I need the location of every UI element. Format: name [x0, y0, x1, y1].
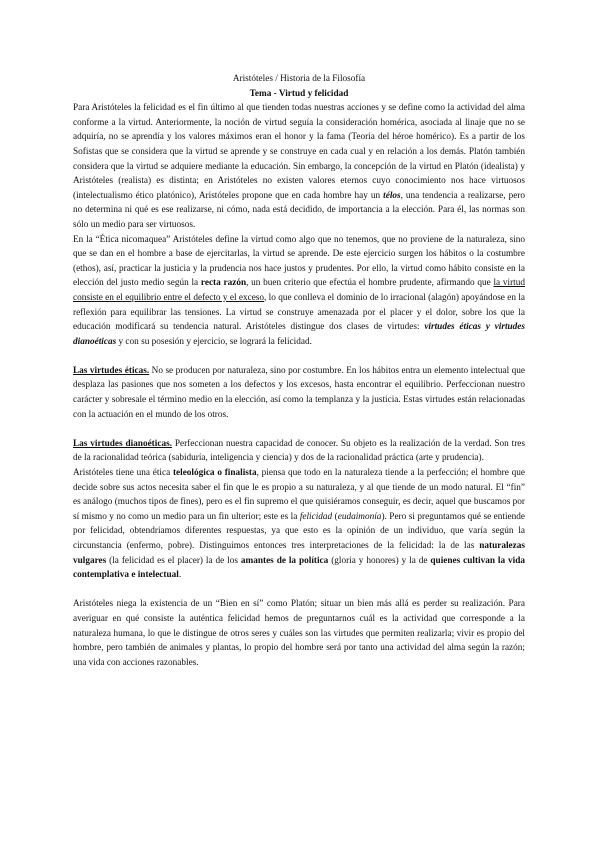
paragraph-bien-en-si: Aristóteles niega la existencia de un “Bien en sí” como Platón; situar un bien más allá es perder su realización. Para averiguar en qué consiste la auténtica felicidad hemos de preguntarnos cuál es la actividad que corresponde a la naturaleza humana, lo que le distingue de otros seres y cuáles son las virtudes que permiten realizarla; vivir es propio del hombre, pero también de animales y plantas, lo propio del hombre será por tanto una actividad del alma según la razón; una vida con acciones razonables. — [73, 599, 525, 668]
spacer — [73, 422, 525, 437]
term-vida-contemplativa: quienes cultivan la vida contemplativa e intelectual — [73, 555, 526, 581]
text: , una tendencia a realizarse, pero no determina ni qué es ese realizarse, ni cómo, nada está decidido, de importancia a la elección. Para él, las normas son sólo un medio para ser virtuosos. — [73, 190, 526, 230]
term-virtue-types: virtudes éticas y virtudes dianoéticas — [73, 322, 525, 347]
text: Para Aristóteles la felicidad es el fin último al que tienden todas nuestras acciones y se define como la actividad del alma conforme a la virtud. Anteriormente, la noción de virtud seguía la consideración homérica, asociada al linaje que no se adquiría, no se aprendía y los valores máximos eran el honor y la fama (Teoría del héroe homérico). Es a partir de los Sofistas que se considera que la virtud se aprende y se construye en cada cual y en relación a los demás. Platón también considera que la virtud se adquiere mediante la educación. Sin embargo, la concepción de la virtud en Platón (idealista) y Aristóteles (realista) es distinta; en Aristóteles no existen valores eternos cuyo conocimiento nos hace virtuosos (intelectualismo ético platónico), Aristóteles propone que en cada hombre hay un — [73, 103, 525, 201]
text: (gloria y honores) y la de — [328, 555, 431, 566]
paragraph-virtudes-dianoeticas — [73, 437, 525, 466]
text: . — [178, 570, 182, 581]
page-title: Tema - Virtud y felicidad — [249, 88, 349, 99]
section-heading-eticas: Las virtudes éticas. — [73, 365, 150, 376]
text: Perfeccionan nuestra capacidad de conocer. Su objeto es la realización de la verdad. Son tres de la racionalidad teórica (sabiduría, inteligencia y ciencia) y dos de la racionalidad práctica (arte y prudencia). — [73, 438, 525, 464]
course-header: Aristóteles / Historia de la Filosofía — [232, 74, 366, 84]
text: , un buen criterio que efectúa el hombre prudente, afirmando que — [246, 278, 494, 289]
text: En la “Ética nicomaquea” Aristóteles define la virtud como algo que no tenemos, que no proviene de la naturaleza, sino que se dan en el hombre a base de ejercitarlas, la virtud se aprende. De este ejercicio surgen los hábitos o la costumbre (ethos), así, practicar la justicia y la prudencia nos hace justos y prudentes. Por ello, la virtud como hábito consiste en la elección del justo medio según la — [73, 234, 525, 289]
text: ). Pero si preguntamos qué se entiende por felicidad, obtendríamos diferentes respuestas, ya que esto es la opinión de un individuo, que varía según la circunstancia (enfermo, pobre). Distinguimos entonces tres interpretaciones de la felicidad: la de las — [73, 511, 525, 551]
term-teleologica: teleológica o finalista — [172, 468, 257, 479]
paragraph-virtudes-eticas — [73, 364, 525, 422]
text: , lo que conlleva el dominio de lo irracional (alagón) apoyándose en la reflexión para equilibrar las tensiones. La virtud se construye amenazada por el placer y el dolor, sobre los que la educación modificará su tendencia natural. Aristóteles distingue dos clases de virtudes: — [73, 292, 525, 333]
term-naturalezas-vulgares: naturalezas vulgares — [73, 541, 525, 566]
paragraph-etica-teleologica — [73, 466, 525, 583]
term-amantes-politica: amantes de la política — [240, 555, 329, 566]
text: No se producen por naturaleza, sino por costumbre. En los hábitos entra un elemento intelectual que desplaza las pasiones que nos someten a los defectos y los excesos, hasta encontrar el equilibrio. Perfeccionan nuestro carácter y sobresale el término medio en la elección, así como la templanza y la justicia. Estas virtudes están relacionadas con la actuación en el mundo de los otros. — [73, 365, 525, 420]
paragraph-intro — [73, 101, 525, 232]
term-felicidad: felicidad — [299, 511, 333, 522]
term-eudaimonia: eudaimonía — [337, 511, 382, 522]
text: , piensa que todo en la naturaleza tiende a la perfección; el hombre que decide sobre sus actos necesita saber el fin que le es propio a su naturaleza, y al que tiende de un modo natural. El “fin” es análogo (muchos tipos de fines), pero es el fin supremo el que quisiéramos conseguir, es decir, aquel que buscamos por sí mismo y no como un medio para un fin ulterior; este es la — [73, 468, 525, 522]
term-telos: télos — [383, 190, 401, 201]
text: ( — [332, 511, 338, 522]
term-recta-razon: recta razón — [200, 278, 247, 289]
text: (la felicidad es el placer) la de los — [106, 555, 241, 566]
text: y con su posesión y ejercicio, se logrará la felicidad. — [116, 336, 312, 347]
spacer — [73, 583, 525, 598]
document-body — [73, 72, 525, 670]
spacer — [73, 349, 525, 364]
underlined-definition: la virtud consiste en el equilibrio entre el defecto y el exceso — [73, 278, 525, 303]
text: Aristóteles tiene una ética — [73, 468, 173, 479]
paragraph-etica-nicomaquea — [73, 233, 525, 350]
section-heading-dianoeticas: Las virtudes dianoéticas. — [73, 438, 172, 449]
